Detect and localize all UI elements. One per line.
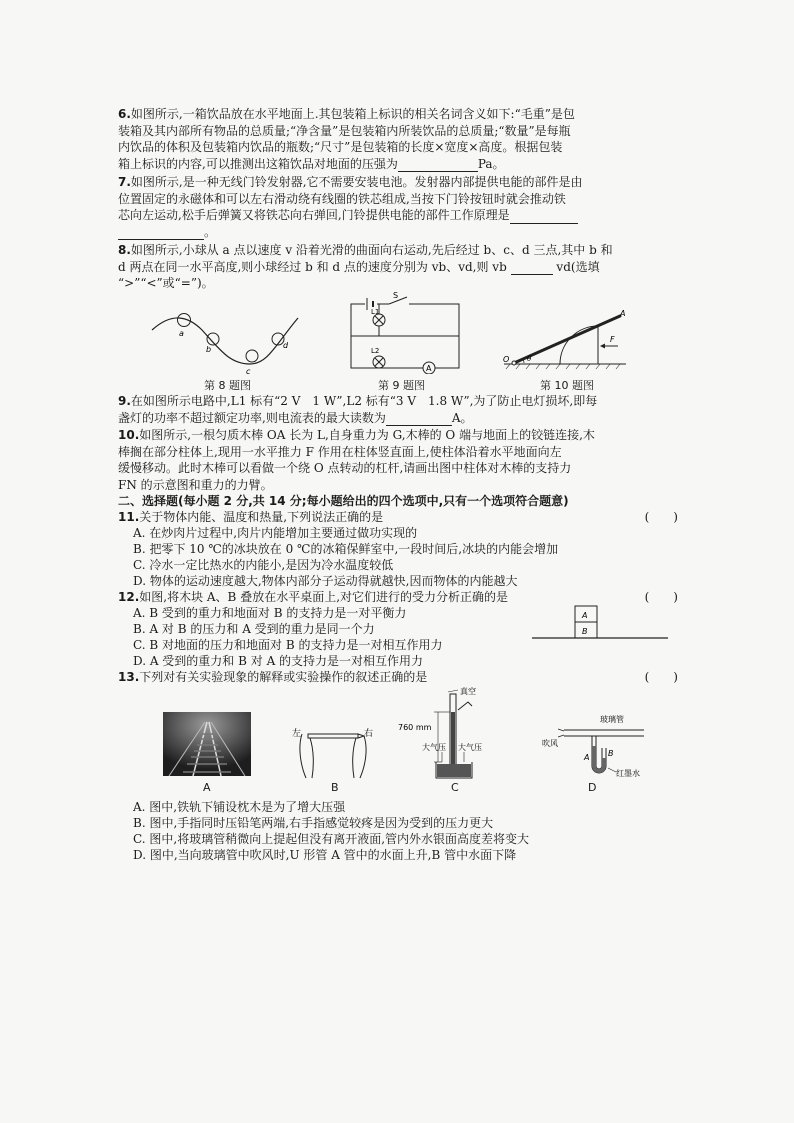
- section-2-heading: 二、选择题(每小题 2 分,共 14 分;每小题给出的四个选项中,只有一个选项符合题意): [118, 494, 569, 508]
- figure-13c-label: C: [451, 781, 459, 794]
- svg-text:玻璃管: 玻璃管: [600, 715, 624, 724]
- question-8: 8.如图所示,小球从 a 点以速度 v 沿着光滑的曲面向右运动,先后经过 b、c、d 三点,其中 b 和 d 两点在同一水平高度,则小球经过 b 和 d 点的速度分别为 vb、vd,则 vb vd(选填 “>”“<”或“=”)。: [118, 243, 613, 290]
- svg-text:A: A: [584, 753, 590, 762]
- figure-8: [150, 302, 300, 380]
- q12-option-b[interactable]: B. A 对 B 的压力和 A 受到的重力是同一个力: [133, 622, 375, 636]
- figure-8-caption: 第 8 题图: [204, 379, 251, 392]
- answer-blank[interactable]: [386, 413, 452, 426]
- q12-option-d[interactable]: D. A 受到的重力和 B 对 A 的支持力是一对相互作用力: [133, 654, 424, 668]
- question-7: 7.如图所示,是一种无线门铃发射器,它不需要安装电池。发射器内部提供电能的部件是由 位置固定的永磁体和可以左右滑动绕有线圈的铁芯组成,当按下门铃按钮时就会推动铁 芯向左运动,松手后弹簧又将铁芯向右弹回,门铃提供电能的部件工作原理是 。: [118, 175, 583, 239]
- q13-option-a[interactable]: A. 图中,铁轨下铺设枕木是为了增大压强: [133, 800, 346, 814]
- svg-text:A: A: [582, 611, 588, 620]
- svg-text:760 mm: 760 mm: [398, 723, 432, 732]
- svg-text:L2: L2: [371, 347, 380, 355]
- answer-paren[interactable]: ( ): [644, 590, 678, 604]
- answer-blank[interactable]: [511, 262, 553, 275]
- svg-text:大气压: 大气压: [422, 743, 446, 752]
- figure-13b-pencil: [288, 722, 378, 784]
- svg-text:L1: L1: [371, 308, 380, 316]
- question-12-stem: 12.如图,将木块 A、B 叠放在水平桌面上,对它们进行的受力分析正确的是 ( ): [118, 590, 678, 604]
- svg-text:b: b: [206, 345, 212, 354]
- q11-option-c[interactable]: C. 冷水一定比热水的内能小,是因为冷水温度较低: [133, 558, 394, 572]
- svg-text:O: O: [503, 355, 510, 364]
- figure-10-caption: 第 10 题图: [540, 379, 594, 392]
- svg-text:B: B: [608, 749, 614, 758]
- figure-13d-label: D: [588, 781, 597, 794]
- q11-option-b[interactable]: B. 把零下 10 ℃的冰块放在 0 ℃的冰箱保鲜室中,一段时间后,冰块的内能会增加: [133, 542, 559, 556]
- answer-blank[interactable]: [510, 211, 578, 224]
- q11-option-a[interactable]: A. 在炒肉片过程中,肉片内能增加主要通过做功实现的: [133, 526, 418, 540]
- svg-text:d: d: [283, 341, 289, 350]
- q12-option-c[interactable]: C. B 对地面的压力和地面对 B 的支持力是一对相互作用力: [133, 638, 443, 652]
- svg-text:F: F: [610, 335, 615, 344]
- figure-10: [500, 306, 630, 376]
- q12-option-a[interactable]: A. B 受到的重力和地面对 B 的支持力是一对平衡力: [133, 606, 407, 620]
- figure-13a-label: A: [203, 781, 211, 794]
- svg-text:θ: θ: [527, 355, 532, 363]
- svg-text:S: S: [393, 291, 399, 300]
- figure-12-blocks: [530, 604, 670, 642]
- answer-paren[interactable]: ( ): [644, 510, 678, 524]
- question-11-stem: 11.关于物体内能、温度和热量,下列说法正确的是 ( ): [118, 510, 678, 524]
- figure-9-caption: 第 9 题图: [378, 379, 425, 392]
- q13-option-b[interactable]: B. 图中,手指同时压铅笔两端,右手指感觉较疼是因为受到的压力更大: [133, 816, 494, 830]
- answer-blank[interactable]: [118, 227, 204, 240]
- svg-text:红墨水: 红墨水: [616, 769, 640, 778]
- svg-text:左: 左: [292, 729, 302, 739]
- q11-option-d[interactable]: D. 物体的运动速度越大,物体内部分子运动得就越快,因而物体的内能越大: [133, 574, 518, 588]
- figure-9-circuit: [345, 290, 465, 374]
- question-6: 6.如图所示,一箱饮品放在水平地面上.其包装箱上标识的相关名词含义如下:“毛重”是包 装箱及其内部所有物品的总质量;“净含量”是包装箱内所装饮品的总质量;“数量”是每瓶 内饮品的体积及包装箱内饮品的瓶数;“尺寸”是包装箱的长度×宽度×高度。根据包装 箱上标识的内容,可以推测出这箱饮品对地面的压强为 Pa。: [118, 107, 575, 171]
- figure-13b-label: B: [331, 781, 339, 794]
- svg-text:大气压: 大气压: [458, 743, 482, 752]
- question-9: 9.在如图所示电路中,L1 标有“2 V 1 W”,L2 标有“3 V 1.8 W”,为了防止电灯损坏,即每 盏灯的功率不超过额定功率,则电流表的最大读数为 A。: [118, 394, 598, 425]
- svg-text:B: B: [582, 627, 588, 636]
- svg-text:c: c: [246, 367, 251, 376]
- figure-13d-u-tube: [540, 712, 660, 782]
- svg-text:真空: 真空: [460, 687, 476, 696]
- question-10: 10.如图所示,一根匀质木棒 OA 长为 L,自身重力为 G,木棒的 O 端与地面上的铰链连接,木 棒搁在部分柱体上,现用一水平推力 F 作用在柱体竖直面上,使柱体沿着水平地面向左 缓慢移动。此时木棒可以看做一个绕 O 点转动的杠杆,请画出图中柱体对木棒的支持力 FN 的示意图和重力的力臂。: [118, 428, 595, 492]
- q13-option-d[interactable]: D. 图中,当向玻璃管中吹风时,U 形管 A 管中的水面上升,B 管中水面下降: [133, 848, 517, 862]
- svg-text:右: 右: [364, 729, 374, 739]
- svg-text:a: a: [179, 329, 184, 338]
- answer-paren[interactable]: ( ): [644, 670, 678, 684]
- q13-option-c[interactable]: C. 图中,将玻璃管稍微向上提起但没有离开液面,管内外水银面高度差将变大: [133, 832, 530, 846]
- svg-text:A: A: [426, 364, 432, 373]
- svg-text:吹风: 吹风: [542, 739, 558, 748]
- figure-13a-railway-photo: [163, 712, 251, 776]
- figure-13c-torricelli: [398, 684, 498, 780]
- question-13-stem: 13.下列对有关实验现象的解释或实验操作的叙述正确的是 ( ): [118, 670, 678, 684]
- svg-text:A: A: [620, 309, 626, 318]
- answer-blank[interactable]: [398, 159, 478, 172]
